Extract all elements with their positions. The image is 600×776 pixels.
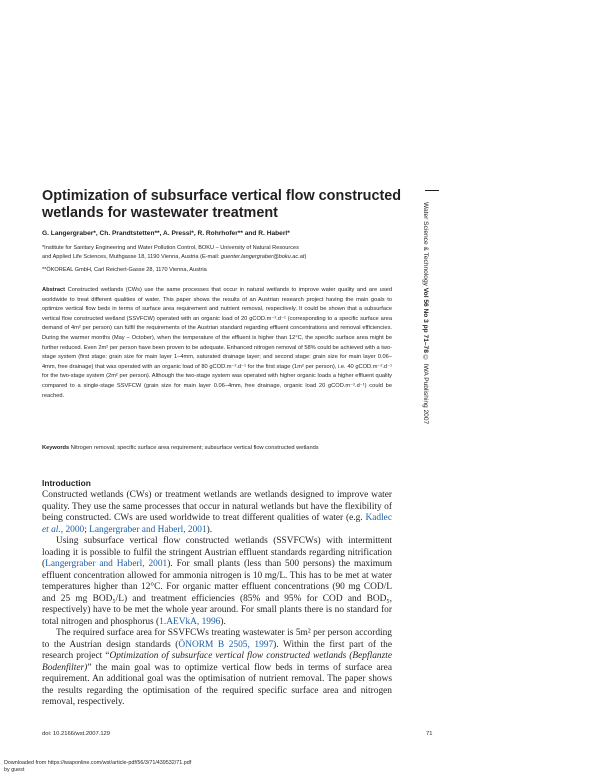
introduction-body: [42, 490, 392, 709]
text-run: ). Within the first part of the research project “: [42, 639, 392, 661]
text-run: ;: [84, 524, 90, 535]
author-list: G. Langergraber*, Ch. Prandtstetten**, A. Pressl*, R. Rohrhofer** and R. Haberl*: [42, 230, 290, 237]
citation-link[interactable]: ÖNORM B 2505, 1997: [178, 639, 274, 650]
affiliation-1-line: *Institute for Sanitary Engineering and Water Pollution Control, BOKU – University of Natural Resources: [42, 245, 299, 251]
sidebar-rule: [425, 190, 439, 191]
text-run: Constructed wetlands (CWs) or treatment wetlands are wetlands designed to improve water quality. They use the same processes that occur in natural wetlands but have the flexibility of being constructed. CWs are used worldwide to treat different qualities of water (e.g.: [42, 490, 392, 523]
keywords-label: Keywords: [42, 445, 70, 451]
text-run: ). For small plants (less than 500 persons) the maximum effluent concentration allowed for ammonia nitrogen is 10 mg/L. This has to be met at water temperatures higher than 12°C. For organic matter effluent concentrations (90 mg COD/L and 25 mg BOD₅/L) and treatment efficiencies (85% and 95% for COD and BOD₅, respectively) have to be met the whole year around. For small plants there is no standard for total nitrogen and phosphorus (: [42, 559, 392, 627]
citation-link[interactable]: Langergraber and Haberl, 2001: [89, 524, 207, 535]
affiliation-1-address: and Applied Life Sciences, Muthgasse 18, 1190 Vienna, Austria (E-mail: guenter.langergraber@boku.ac.at): [42, 254, 307, 260]
citation-link[interactable]: Langergraber and Haberl, 2001: [45, 559, 168, 569]
journal-name: Water Science & Technology: [422, 202, 429, 288]
citation-link[interactable]: 1.AEVkA, 1996: [159, 616, 221, 627]
keywords-text: Nitrogen removal; specific surface area requirement; subsurface vertical flow constructed wetlands: [70, 445, 319, 451]
text-run: Using subsurface vertical flow constructed wetlands (SSVFCWs) with intermittent loading it is possible to fulfil the stringent Austrian effluent standards regarding nitrification (: [42, 536, 392, 569]
download-url[interactable]: Downloaded from https://iwaponline.com/wst/article-pdf/56/3/71/439532/71.pdf: [4, 760, 192, 766]
abstract-label: Abstract: [42, 287, 66, 293]
paper-title: Optimization of subsurface vertical flow constructed wetlands for wastewater treatment: [42, 188, 402, 221]
download-guest: by guest: [4, 767, 25, 773]
section-heading-introduction: Introduction: [42, 478, 91, 488]
affiliation-1: [42, 244, 402, 262]
citation-link[interactable]: , 2000: [60, 524, 85, 535]
paragraph: [42, 490, 392, 536]
text-run: ).: [206, 524, 213, 535]
page-number: 71: [426, 731, 433, 737]
keywords: [42, 444, 392, 453]
abstract: [42, 286, 392, 401]
paragraph: [42, 628, 392, 709]
journal-issue: Vol 56 No 3 pp 71–78: [422, 287, 429, 353]
abstract-text: Constructed wetlands (CWs) use the same processes that occur in natural wetlands to improve water quality and are used worldwide to treat different qualities of water. This paper shows the results of an Austrian research project having the main goals to optimize vertical flow beds in terms of surface area requirement and nutrient removal, respectively. It could be shown that a subsurface vertical flow constructed wetland (SSVFCW) operated with an organic load of 20 gCOD.m⁻².d⁻¹ (corresponding to a specific surface area demand of 4m² per person) can fulfil the requirements of the Austrian standard regarding effluent concentrations and removal efficiencies. During the warmer months (May – October), when the temperature of the effluent is higher than 12°C, the specific surface area might be further reduced. Even 2m² per person have been proven to be adequate. Enhanced nitrogen removal of 58% could be achieved with a two-stage system (first stage: grain size for main layer 1–4mm, saturated drainage layer; and second stage: grain size for main layer 0.06–4mm, free drainage) that was operated with an organic load of 80 gCOD.m⁻².d⁻¹ for the first stage (1m² per person), i.e. 40 gCOD.m⁻².d⁻¹ for the two-stage system (2m² per person). Although the two-stage system was operated with higher organic loads a higher effluent quality compared to a single-stage SSVFCW (grain size for main layer 0.06–4mm, free drainage, organic load 20 gCOD.m⁻².d⁻¹) could be reached.: [42, 287, 392, 399]
citation-link[interactable]: Kadlec: [365, 513, 392, 523]
text-run: The required surface area for SSVFCWs treating wastewater is 5m² per person according to the Austrian design standards (: [42, 628, 392, 650]
text-run: ).: [220, 616, 226, 627]
paragraph: [42, 536, 392, 628]
doi: doi: 10.2166/wst.2007.129: [42, 731, 111, 737]
journal-publisher: © IWA Publishing 2007: [422, 352, 429, 425]
author-email[interactable]: guenter.langergraber@boku.ac.at: [220, 254, 305, 260]
text-run: Optimization of subsurface vertical flow constructed wetlands (Bepflanzte Bodenfilter): [42, 651, 392, 673]
affiliation-2: **ÖKOREAL GmbH, Carl Reichert-Gasse 28, 1170 Vienna, Austria: [42, 267, 207, 273]
journal-sidebar: [422, 202, 429, 424]
text-run: ” the main goal was to optimize vertical flow beds in terms of surface area requirement. An additional goal was the optimisation of nutrient removal. The paper shows the results regarding the optimisation of the required specific surface area and nitrogen removal, respectively.: [42, 662, 392, 707]
download-notice: [4, 760, 191, 774]
citation-link[interactable]: et al.: [42, 524, 61, 535]
